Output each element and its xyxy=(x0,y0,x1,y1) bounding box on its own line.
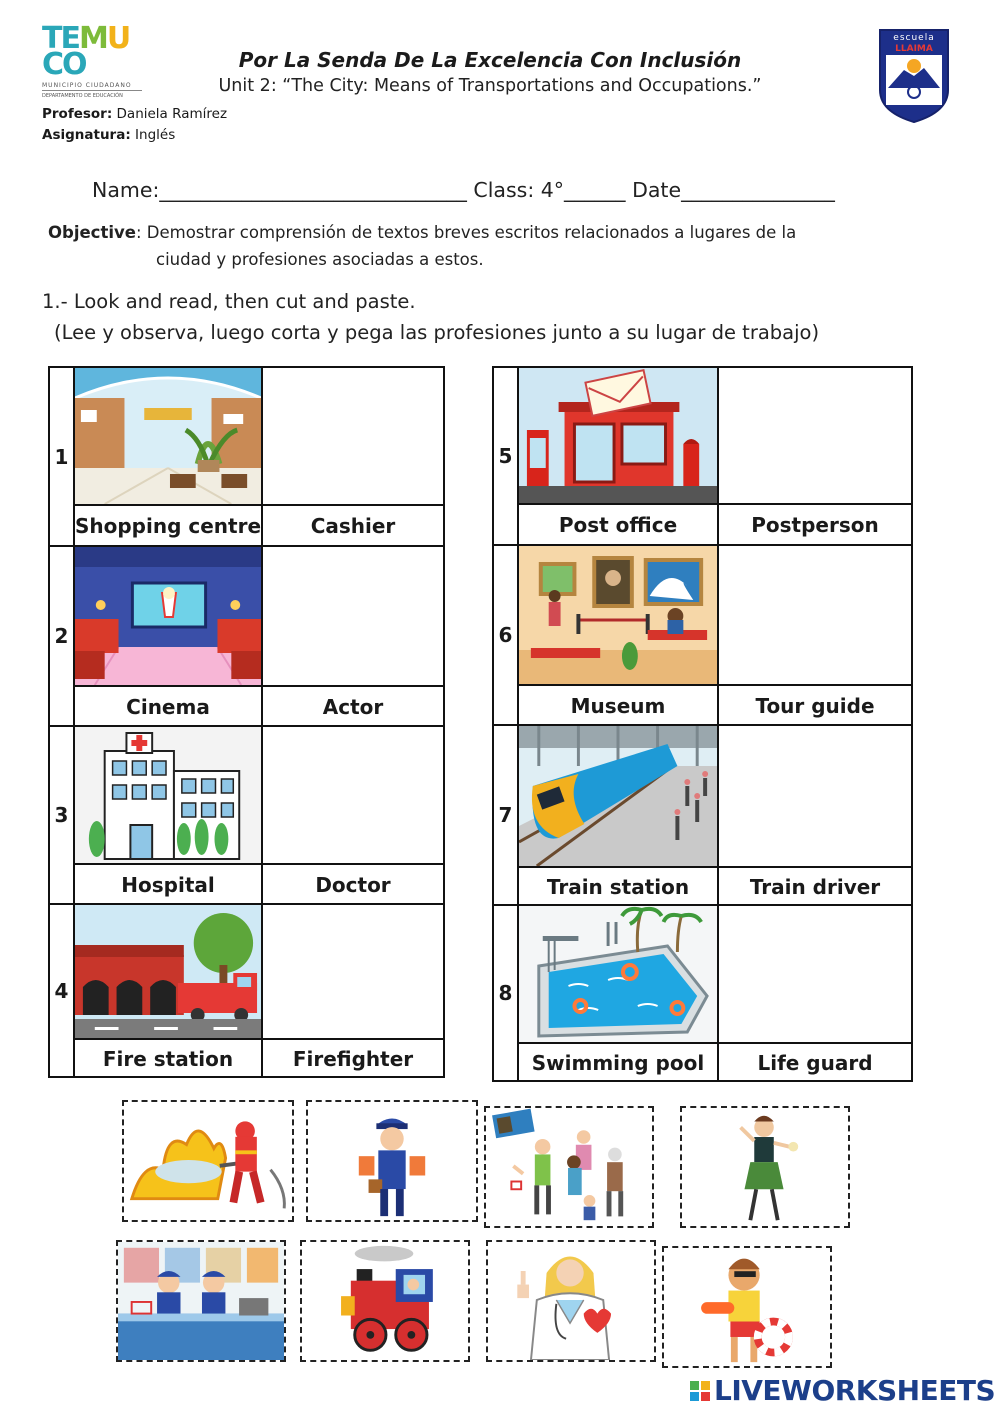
row-number: 1 xyxy=(50,368,75,545)
cutout-train-driver[interactable] xyxy=(300,1240,470,1362)
cutout-doctor[interactable] xyxy=(486,1240,656,1362)
paste-area[interactable] xyxy=(263,727,443,863)
row-number: 4 xyxy=(50,905,75,1076)
crest-school-word: escuela xyxy=(893,33,935,43)
place-label: Cinema xyxy=(75,685,263,727)
liveworksheets-brand: LIVEWORKSHEETS xyxy=(690,1374,995,1407)
cutout-tour-guide[interactable] xyxy=(484,1106,654,1228)
fire-station-image xyxy=(75,905,263,1038)
job-label: Postperson xyxy=(719,503,911,544)
shopping-centre-image xyxy=(75,368,263,504)
job-label: Train driver xyxy=(719,866,911,906)
table-row xyxy=(50,903,443,1076)
table-row xyxy=(50,368,443,545)
cutout-cashier[interactable] xyxy=(116,1240,286,1362)
job-label: Doctor xyxy=(263,863,443,905)
paste-area[interactable] xyxy=(263,547,443,685)
crest-school-name: LLAIMA xyxy=(895,44,933,54)
logo-subtitle: MUNICIPIO CIUDADANO xyxy=(42,82,142,91)
liveworksheets-logo-icon xyxy=(690,1381,710,1401)
row-number: 5 xyxy=(494,368,519,544)
museum-image xyxy=(519,546,719,684)
cutout-postperson[interactable] xyxy=(306,1100,478,1222)
places-table-right xyxy=(492,366,913,1082)
temuco-logo: TEMU CO MUNICIPIO CIUDADANO DEPARTAMENTO DE EDUCACIÓN xyxy=(42,26,142,98)
place-label: Shopping centre xyxy=(75,504,263,545)
paste-area[interactable] xyxy=(719,546,911,684)
cutout-life-guard[interactable] xyxy=(662,1246,832,1368)
objective: Objective: Demostrar comprensión de textos breves escritos relacionados a lugares de la ciudad y profesiones asociadas a estos. xyxy=(48,223,797,269)
table-row xyxy=(494,724,911,904)
cutout-firefighter[interactable] xyxy=(122,1100,294,1222)
places-table-left xyxy=(48,366,445,1078)
school-motto: Por La Senda De La Excelencia Con Inclusión xyxy=(238,48,742,72)
place-label: Train station xyxy=(519,866,719,906)
hospital-image xyxy=(75,727,263,863)
table-row xyxy=(50,545,443,725)
table-row xyxy=(494,544,911,724)
place-label: Post office xyxy=(519,503,719,544)
job-label: Cashier xyxy=(263,504,443,545)
paste-area[interactable] xyxy=(719,906,911,1042)
place-label: Swimming pool xyxy=(519,1042,719,1082)
cutout-actor[interactable] xyxy=(680,1106,850,1228)
row-number: 6 xyxy=(494,546,519,724)
train-station-image xyxy=(519,726,719,866)
row-number: 7 xyxy=(494,726,519,904)
row-number: 8 xyxy=(494,906,519,1080)
student-info-line[interactable]: Name:______________________________ Class: 4°______ Date_______________ xyxy=(92,178,835,202)
teacher-line: Profesor: Daniela Ramírez xyxy=(42,106,228,122)
unit-title: Unit 2: “The City: Means of Transportations and Occupations.” xyxy=(218,76,762,96)
paste-area[interactable] xyxy=(719,726,911,866)
post-office-image xyxy=(519,368,719,503)
logo-department: DEPARTAMENTO DE EDUCACIÓN xyxy=(42,93,123,99)
instruction-english: 1.- Look and read, then cut and paste. xyxy=(42,290,416,313)
row-number: 3 xyxy=(50,727,75,903)
swimming-pool-image xyxy=(519,906,719,1042)
table-row xyxy=(494,904,911,1080)
school-crest-icon xyxy=(878,28,950,124)
place-label: Fire station xyxy=(75,1038,263,1078)
place-label: Hospital xyxy=(75,863,263,905)
job-label: Life guard xyxy=(719,1042,911,1082)
job-label: Tour guide xyxy=(719,684,911,726)
table-row xyxy=(494,368,911,544)
paste-area[interactable] xyxy=(719,368,911,503)
table-row xyxy=(50,725,443,903)
job-label: Firefighter xyxy=(263,1038,443,1078)
place-label: Museum xyxy=(519,684,719,726)
subject-line: Asignatura: Inglés xyxy=(42,127,176,143)
paste-area[interactable] xyxy=(263,905,443,1038)
paste-area[interactable] xyxy=(263,368,443,504)
row-number: 2 xyxy=(50,547,75,725)
cinema-image xyxy=(75,547,263,685)
instruction-spanish: (Lee y observa, luego corta y pega las profesiones junto a su lugar de trabajo) xyxy=(54,321,820,344)
job-label: Actor xyxy=(263,685,443,727)
